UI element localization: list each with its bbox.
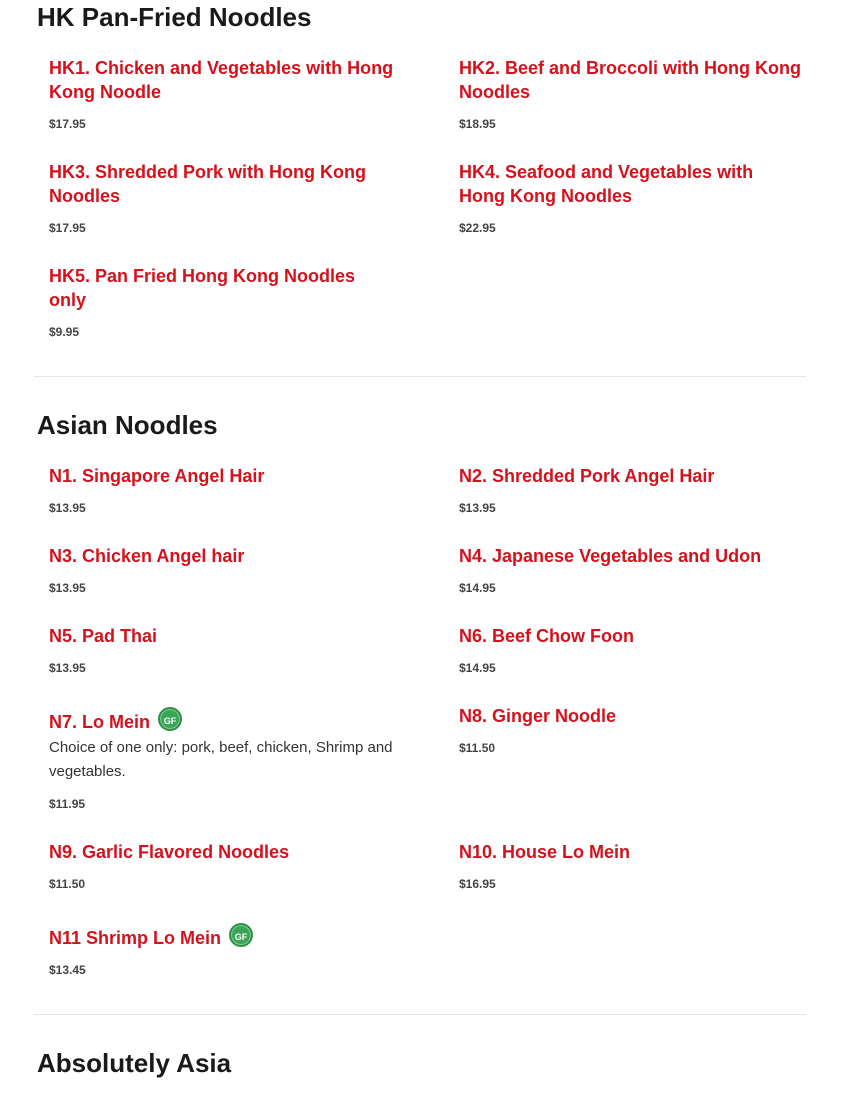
menu-item-name[interactable]: N6. Beef Chow Foon — [459, 626, 634, 646]
menu-item-n10[interactable] — [459, 840, 804, 891]
menu-item-n1[interactable] — [49, 464, 394, 515]
menu-item-price: $9.95 — [49, 325, 80, 339]
menu-item-hk5[interactable] — [49, 264, 394, 339]
menu-item-name[interactable]: N8. Ginger Noodle — [459, 706, 617, 726]
section-title-absolutely-asia: Absolutely Asia — [37, 1048, 232, 1078]
menu-item-price: $13.95 — [459, 501, 496, 515]
menu-item-n7[interactable] — [49, 704, 394, 811]
section-divider — [34, 1014, 806, 1015]
menu-item-name[interactable]: HK2. Beef and Broccoli with Hong Kong Noodles — [459, 58, 802, 102]
menu-item-name[interactable]: N7. Lo Mein GF — [49, 704, 394, 734]
menu-item-price: $11.50 — [49, 877, 86, 891]
menu-item-price: $22.95 — [459, 221, 496, 235]
menu-item-price: $17.95 — [49, 221, 86, 235]
menu-item-name[interactable]: N3. Chicken Angel hair — [49, 546, 245, 566]
gluten-free-icon: GF — [158, 707, 182, 731]
menu-item-name[interactable]: N10. House Lo Mein — [459, 842, 631, 862]
menu-item-name[interactable]: N4. Japanese Vegetables and Udon — [459, 546, 762, 566]
menu-item-n2[interactable] — [459, 464, 804, 515]
menu-item-hk4[interactable] — [459, 160, 804, 235]
menu-item-price: $13.95 — [49, 501, 86, 515]
menu-item-n9[interactable] — [49, 840, 394, 891]
menu-item-price: $14.95 — [459, 581, 496, 595]
menu-item-hk3[interactable] — [49, 160, 394, 235]
menu-item-price: $13.95 — [49, 661, 86, 675]
menu-item-name[interactable]: N5. Pad Thai — [49, 626, 158, 646]
menu-item-description: Choice of one only: pork, beef, chicken, Shrimp and vegetables. — [49, 739, 393, 780]
menu-item-n6[interactable] — [459, 624, 804, 675]
menu-item-price: $16.95 — [459, 877, 496, 891]
menu-item-name[interactable]: N9. Garlic Flavored Noodles — [49, 842, 290, 862]
menu-item-n8[interactable] — [459, 704, 804, 755]
menu-item-name[interactable]: HK5. Pan Fried Hong Kong Noodles only — [49, 266, 356, 310]
menu-item-name[interactable]: N11 Shrimp Lo Mein GF — [49, 920, 394, 950]
section-divider — [34, 376, 806, 377]
menu-item-name[interactable]: N2. Shredded Pork Angel Hair — [459, 466, 715, 486]
menu-item-n11[interactable] — [49, 920, 394, 977]
menu-item-name[interactable]: N1. Singapore Angel Hair — [49, 466, 265, 486]
menu-item-hk2[interactable] — [459, 56, 804, 131]
menu-item-price: $18.95 — [459, 117, 496, 131]
menu-item-name[interactable]: HK4. Seafood and Vegetables with Hong Kong Noodles — [459, 162, 754, 206]
menu-item-price: $11.95 — [49, 797, 86, 811]
menu-item-price: $11.50 — [459, 741, 496, 755]
gluten-free-icon: GF — [229, 923, 253, 947]
menu-item-price: $17.95 — [49, 117, 86, 131]
menu-item-price: $13.45 — [49, 963, 86, 977]
menu-item-n4[interactable] — [459, 544, 804, 595]
section-title-asian-noodles: Asian Noodles — [37, 410, 218, 440]
menu-item-n5[interactable] — [49, 624, 394, 675]
menu-item-n3[interactable] — [49, 544, 394, 595]
menu-item-name[interactable]: HK3. Shredded Pork with Hong Kong Noodles — [49, 162, 367, 206]
menu-item-price: $13.95 — [49, 581, 86, 595]
menu-item-hk1[interactable] — [49, 56, 394, 131]
menu-item-price: $14.95 — [459, 661, 496, 675]
section-title-hk-pan-fried-noodles: HK Pan-Fried Noodles — [37, 2, 312, 32]
menu-item-name[interactable]: HK1. Chicken and Vegetables with Hong Kong Noodle — [49, 58, 394, 102]
